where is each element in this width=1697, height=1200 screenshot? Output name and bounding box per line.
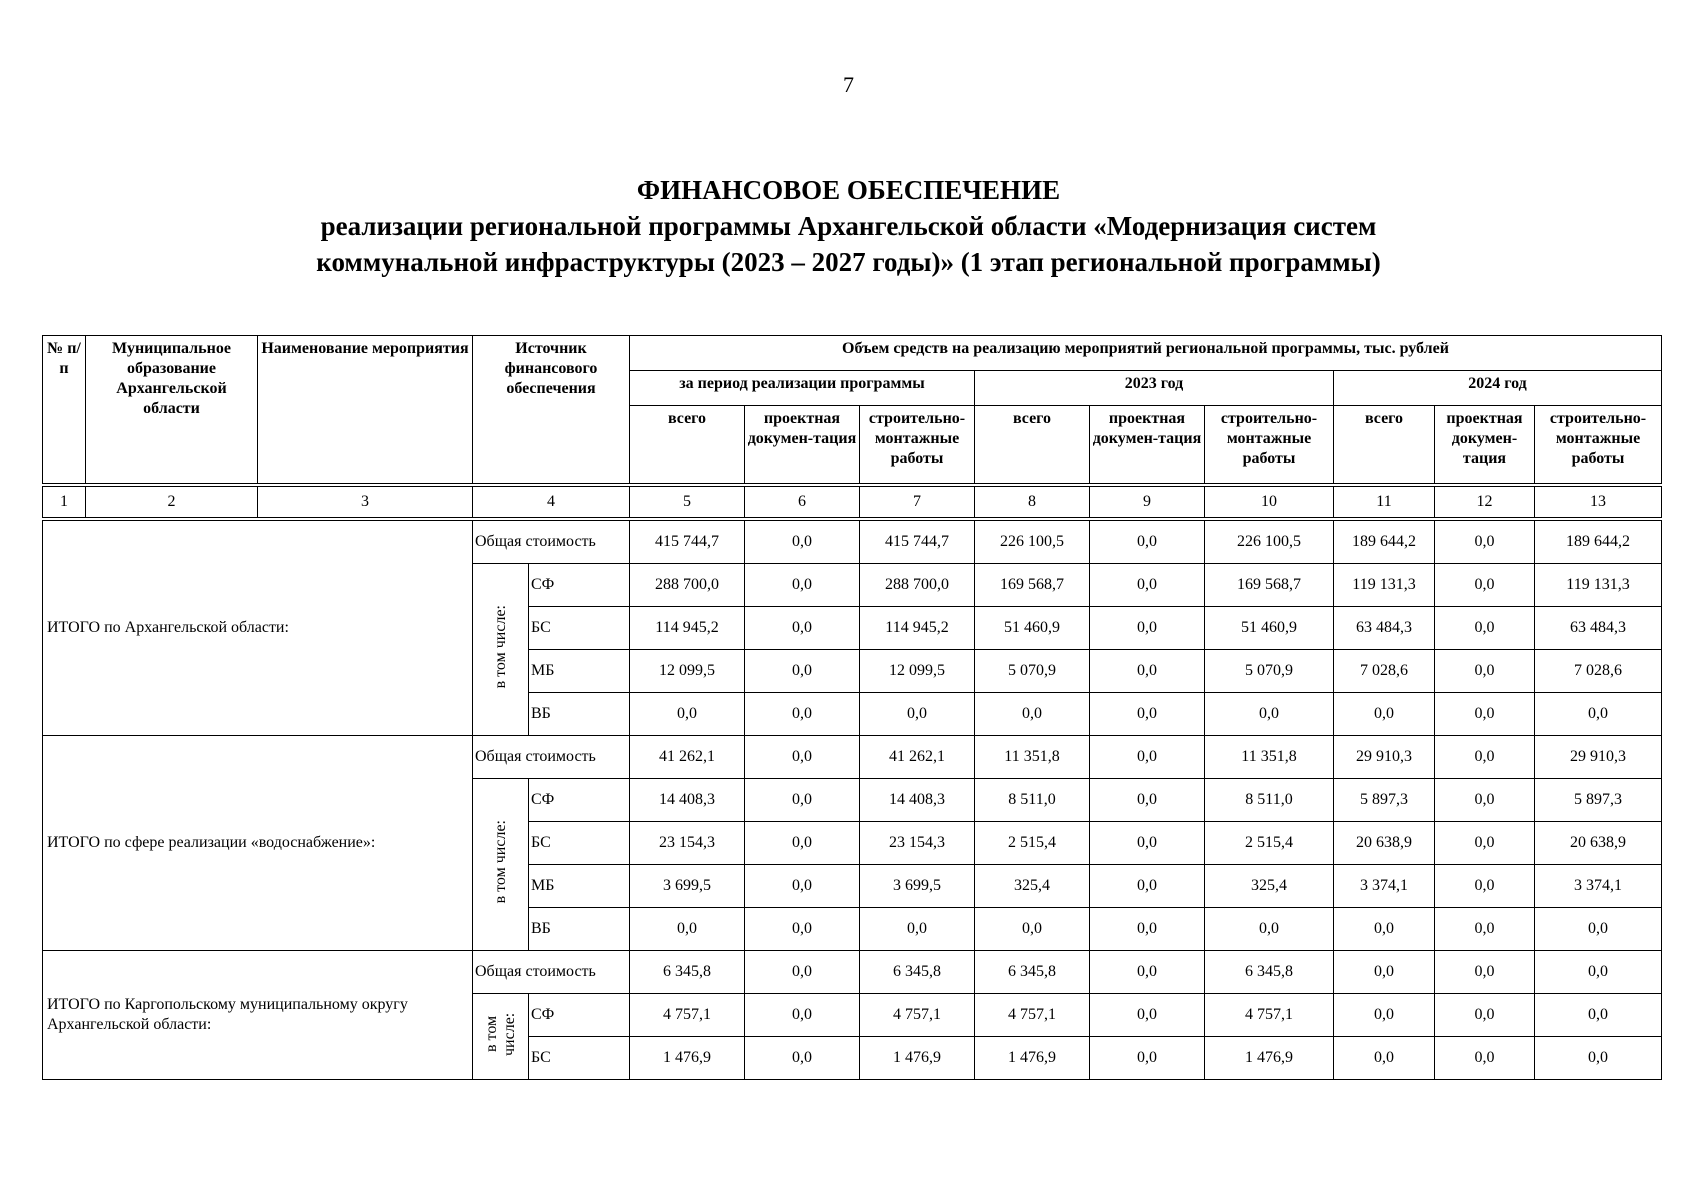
- source-label: БС: [529, 1037, 630, 1080]
- value-cell: 0,0: [1334, 693, 1435, 736]
- source-label: Общая стоимость: [473, 521, 630, 564]
- value-cell: 0,0: [1435, 607, 1535, 650]
- value-cell: 0,0: [1090, 951, 1205, 994]
- value-cell: 6 345,8: [1205, 951, 1334, 994]
- value-cell: 0,0: [1090, 865, 1205, 908]
- value-cell: 0,0: [745, 908, 860, 951]
- including-label: в том числе:: [491, 820, 509, 904]
- header-volume: Объем средств на реализацию мероприятий региональной программы, тыс. рублей: [630, 336, 1662, 371]
- value-cell: 0,0: [1535, 994, 1662, 1037]
- title-line-2: реализации региональной программы Архангельской области «Модернизация систем: [320, 211, 1377, 241]
- source-label: СФ: [529, 564, 630, 607]
- value-cell: 114 945,2: [630, 607, 745, 650]
- value-cell: 3 699,5: [860, 865, 975, 908]
- value-cell: 189 644,2: [1334, 521, 1435, 564]
- value-cell: 0,0: [745, 736, 860, 779]
- value-cell: 7 028,6: [1535, 650, 1662, 693]
- value-cell: 169 568,7: [975, 564, 1090, 607]
- value-cell: 11 351,8: [1205, 736, 1334, 779]
- table-row-total: [43, 951, 1662, 994]
- source-label: БС: [529, 607, 630, 650]
- header-municipality: Муниципальное образование Архангельской области: [86, 336, 258, 484]
- value-cell: 325,4: [975, 865, 1090, 908]
- header-construction: строительно-монтажные работы: [1205, 406, 1334, 484]
- value-cell: 29 910,3: [1334, 736, 1435, 779]
- group-label: ИТОГО по Каргопольскому муниципальному округу Архангельской области:: [43, 951, 473, 1080]
- value-cell: 5 897,3: [1535, 779, 1662, 822]
- value-cell: 0,0: [1435, 1037, 1535, 1080]
- value-cell: 0,0: [1435, 736, 1535, 779]
- value-cell: 0,0: [1435, 564, 1535, 607]
- value-cell: 0,0: [1334, 1037, 1435, 1080]
- value-cell: 51 460,9: [1205, 607, 1334, 650]
- value-cell: 63 484,3: [1535, 607, 1662, 650]
- column-number: 13: [1535, 487, 1662, 518]
- value-cell: 0,0: [1090, 994, 1205, 1037]
- value-cell: 0,0: [1090, 607, 1205, 650]
- column-number: 5: [630, 487, 745, 518]
- value-cell: 0,0: [1090, 736, 1205, 779]
- title-line-1: ФИНАНСОВОЕ ОБЕСПЕЧЕНИЕ: [636, 175, 1061, 205]
- value-cell: 1 476,9: [860, 1037, 975, 1080]
- value-cell: 7 028,6: [1334, 650, 1435, 693]
- value-cell: 0,0: [745, 822, 860, 865]
- column-number: 12: [1435, 487, 1535, 518]
- value-cell: 3 699,5: [630, 865, 745, 908]
- header-construction: строительно-монтажные работы: [1535, 406, 1662, 484]
- column-number: 8: [975, 487, 1090, 518]
- value-cell: 0,0: [975, 908, 1090, 951]
- value-cell: 4 757,1: [630, 994, 745, 1037]
- value-cell: 0,0: [630, 693, 745, 736]
- header-year-2023: 2023 год: [975, 371, 1334, 406]
- value-cell: 325,4: [1205, 865, 1334, 908]
- value-cell: 14 408,3: [860, 779, 975, 822]
- source-label: БС: [529, 822, 630, 865]
- value-cell: 0,0: [1435, 779, 1535, 822]
- value-cell: 1 476,9: [630, 1037, 745, 1080]
- value-cell: 0,0: [1090, 822, 1205, 865]
- value-cell: 0,0: [745, 951, 860, 994]
- value-cell: 8 511,0: [1205, 779, 1334, 822]
- value-cell: 0,0: [745, 1037, 860, 1080]
- source-label: ВБ: [529, 693, 630, 736]
- value-cell: 119 131,3: [1535, 564, 1662, 607]
- value-cell: 4 757,1: [860, 994, 975, 1037]
- value-cell: 0,0: [1535, 1037, 1662, 1080]
- value-cell: 0,0: [975, 693, 1090, 736]
- value-cell: 2 515,4: [1205, 822, 1334, 865]
- value-cell: 119 131,3: [1334, 564, 1435, 607]
- value-cell: 12 099,5: [860, 650, 975, 693]
- value-cell: 20 638,9: [1334, 822, 1435, 865]
- value-cell: 0,0: [1090, 521, 1205, 564]
- value-cell: 51 460,9: [975, 607, 1090, 650]
- source-label: МБ: [529, 650, 630, 693]
- column-number: 3: [258, 487, 473, 518]
- value-cell: 6 345,8: [860, 951, 975, 994]
- value-cell: 0,0: [1334, 908, 1435, 951]
- value-cell: 0,0: [745, 650, 860, 693]
- value-cell: 0,0: [860, 693, 975, 736]
- title-line-3: коммунальной инфраструктуры (2023 – 2027 годы)» (1 этап региональной программы): [316, 247, 1381, 277]
- including-label-cell: [473, 994, 529, 1080]
- source-label: СФ: [529, 779, 630, 822]
- value-cell: 288 700,0: [860, 564, 975, 607]
- value-cell: 0,0: [1090, 650, 1205, 693]
- including-label: в том числе:: [482, 1012, 518, 1056]
- financing-table: [42, 335, 1662, 1080]
- header-total: всего: [1334, 406, 1435, 484]
- value-cell: 0,0: [1090, 1037, 1205, 1080]
- value-cell: 1 476,9: [975, 1037, 1090, 1080]
- value-cell: 5 070,9: [1205, 650, 1334, 693]
- value-cell: 41 262,1: [630, 736, 745, 779]
- value-cell: 63 484,3: [1334, 607, 1435, 650]
- column-number: 1: [43, 487, 86, 518]
- column-number-row: [43, 487, 1662, 518]
- page-number: 7: [843, 72, 854, 97]
- value-cell: 0,0: [1090, 564, 1205, 607]
- value-cell: 5 897,3: [1334, 779, 1435, 822]
- value-cell: 0,0: [745, 779, 860, 822]
- value-cell: 0,0: [1435, 822, 1535, 865]
- value-cell: 14 408,3: [630, 779, 745, 822]
- header-no: № п/п: [43, 336, 86, 484]
- value-cell: 0,0: [745, 607, 860, 650]
- value-cell: 0,0: [1435, 908, 1535, 951]
- value-cell: 114 945,2: [860, 607, 975, 650]
- source-label: ВБ: [529, 908, 630, 951]
- header-design: проектная докумен-тация: [1435, 406, 1535, 484]
- table-row-total: [43, 736, 1662, 779]
- value-cell: 41 262,1: [860, 736, 975, 779]
- value-cell: 3 374,1: [1334, 865, 1435, 908]
- column-number: 11: [1334, 487, 1435, 518]
- header-total: всего: [975, 406, 1090, 484]
- value-cell: 0,0: [1334, 951, 1435, 994]
- value-cell: 23 154,3: [630, 822, 745, 865]
- including-label-cell: [473, 564, 529, 736]
- table-row-total: [43, 521, 1662, 564]
- value-cell: 0,0: [745, 865, 860, 908]
- value-cell: 0,0: [1090, 908, 1205, 951]
- value-cell: 0,0: [1435, 865, 1535, 908]
- value-cell: 226 100,5: [975, 521, 1090, 564]
- value-cell: 288 700,0: [630, 564, 745, 607]
- source-label: МБ: [529, 865, 630, 908]
- value-cell: 169 568,7: [1205, 564, 1334, 607]
- value-cell: 6 345,8: [975, 951, 1090, 994]
- value-cell: 0,0: [745, 521, 860, 564]
- header-year-2024: 2024 год: [1334, 371, 1662, 406]
- value-cell: 29 910,3: [1535, 736, 1662, 779]
- value-cell: 0,0: [1205, 908, 1334, 951]
- value-cell: 0,0: [1090, 779, 1205, 822]
- value-cell: 0,0: [1435, 650, 1535, 693]
- value-cell: 0,0: [1435, 951, 1535, 994]
- value-cell: 0,0: [860, 908, 975, 951]
- column-number: 4: [473, 487, 630, 518]
- column-number: 9: [1090, 487, 1205, 518]
- value-cell: 415 744,7: [860, 521, 975, 564]
- source-label: Общая стоимость: [473, 951, 630, 994]
- value-cell: 5 070,9: [975, 650, 1090, 693]
- value-cell: 20 638,9: [1535, 822, 1662, 865]
- value-cell: 0,0: [1334, 994, 1435, 1037]
- column-number: 6: [745, 487, 860, 518]
- header-construction: строительно-монтажные работы: [860, 406, 975, 484]
- value-cell: 415 744,7: [630, 521, 745, 564]
- value-cell: 4 757,1: [975, 994, 1090, 1037]
- including-label: в том числе:: [491, 605, 509, 689]
- value-cell: 0,0: [1435, 521, 1535, 564]
- value-cell: 8 511,0: [975, 779, 1090, 822]
- value-cell: 0,0: [745, 994, 860, 1037]
- header-period-total: за период реализации программы: [630, 371, 975, 406]
- value-cell: 4 757,1: [1205, 994, 1334, 1037]
- value-cell: 3 374,1: [1535, 865, 1662, 908]
- value-cell: 0,0: [1090, 693, 1205, 736]
- value-cell: 12 099,5: [630, 650, 745, 693]
- value-cell: 0,0: [745, 564, 860, 607]
- value-cell: 6 345,8: [630, 951, 745, 994]
- header-design: проектная докумен-тация: [1090, 406, 1205, 484]
- value-cell: 0,0: [1535, 951, 1662, 994]
- value-cell: 0,0: [630, 908, 745, 951]
- value-cell: 0,0: [1435, 693, 1535, 736]
- header-source: Источник финансового обеспечения: [473, 336, 630, 484]
- source-label: СФ: [529, 994, 630, 1037]
- column-number: 7: [860, 487, 975, 518]
- value-cell: 0,0: [1435, 994, 1535, 1037]
- group-label: ИТОГО по сфере реализации «водоснабжение»:: [43, 736, 473, 951]
- value-cell: 0,0: [1535, 908, 1662, 951]
- value-cell: 23 154,3: [860, 822, 975, 865]
- header-design: проектная докумен-тация: [745, 406, 860, 484]
- value-cell: 0,0: [1205, 693, 1334, 736]
- column-number: 10: [1205, 487, 1334, 518]
- value-cell: 1 476,9: [1205, 1037, 1334, 1080]
- document-title: [0, 172, 1697, 280]
- column-number: 2: [86, 487, 258, 518]
- header-event-name: Наименование мероприятия: [258, 336, 473, 484]
- value-cell: 0,0: [1535, 693, 1662, 736]
- group-label: ИТОГО по Архангельской области:: [43, 521, 473, 736]
- value-cell: 2 515,4: [975, 822, 1090, 865]
- including-label-cell: [473, 779, 529, 951]
- source-label: Общая стоимость: [473, 736, 630, 779]
- value-cell: 11 351,8: [975, 736, 1090, 779]
- value-cell: 226 100,5: [1205, 521, 1334, 564]
- value-cell: 0,0: [745, 693, 860, 736]
- value-cell: 189 644,2: [1535, 521, 1662, 564]
- header-total: всего: [630, 406, 745, 484]
